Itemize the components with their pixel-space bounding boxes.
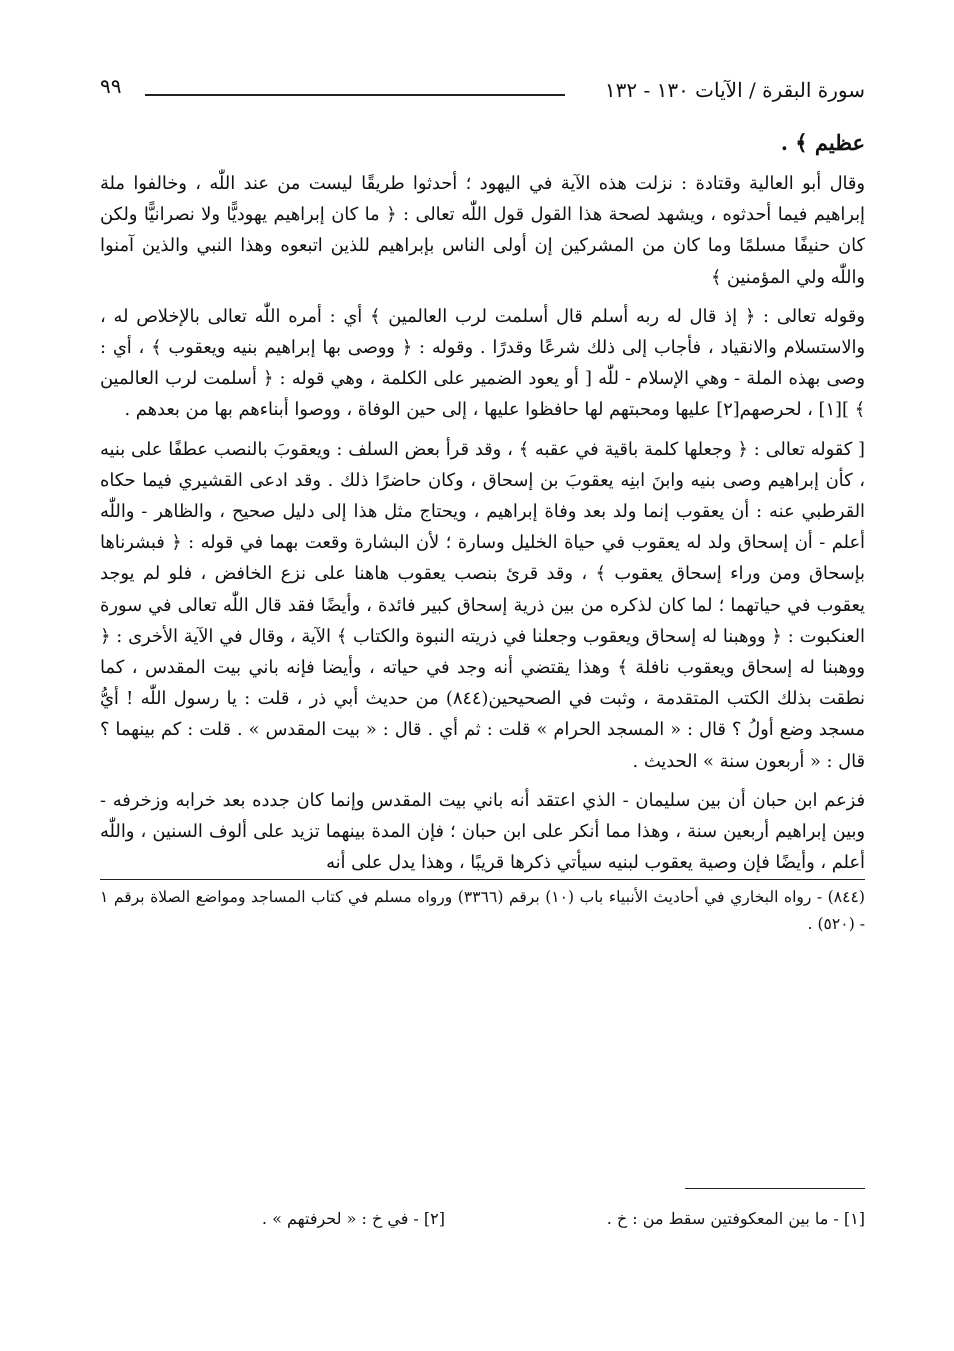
running-title: سورة البقرة / الآيات ١٣٠ - ١٣٢ [604, 78, 865, 102]
editor-notes-divider [685, 1188, 865, 1189]
page-number: ٩٩ [100, 74, 122, 98]
paragraph: فزعم ابن حبان أن بين سليمان - الذي اعتقد أنه باني بيت المقدس وإنما كان جدده بعد خرابه وزخرفه - وبين إبراهيم أربعين سنة ، وهذا مما أنكر على ابن حبان ؛ فإن المدة بينهما تزيد على ألوف السنين ، واللّٰه أعلم ، وأيضًا فإن وصية يعقوب لبنيه سيأتي ذكرها قريبًا ، وهذا يدل على أنه [100, 789, 865, 874]
page-header [100, 70, 865, 106]
page [100, 70, 865, 1228]
paragraph: وقال أبو العالية وقتادة : نزلت هذه الآية في اليهود ؛ أحدثوا طريقًا ليست من عند اللّٰه ، وخالفوا ملة إبراهيم فيما أحدثوه ، ويشهد لصحة هذا القول قول اللّٰه تعالى : ﴿ ما كان إبراهيم يهوديًّا ولا نصرانيًّا ولكن كان حنيفًا مسلمًا وما كان من المشركين إن أولى الناس بإبراهيم للذين اتبعوه وهذا النبي والذين آمنوا واللّٰه ولي المؤمنين ﴾ [100, 173, 865, 288]
footnote: (٨٤٤) - رواه البخاري في أحاديث الأنبياء باب (١٠) برقم (٣٣٦٦) ورواه مسلم في كتاب المساجد ومواضع الصلاة برقم ١ - (٥٢٠) . [100, 888, 865, 934]
paragraph: [ كقوله تعالى : ﴿ وجعلها كلمة باقية في عقبه ﴾ ، وقد قرأ بعض السلف : ويعقوبَ بالنصب عطفًا على بنيه ، كأن إبراهيم وصى بنيه وابنَ ابنِه يعقوبَ بن إسحاق ، وكان حاضرًا ذلك . وقد ادعى القشيري فيما حكاه القرطبي عنه : أن يعقوب إنما ولد بعد وفاة إبراهيم ، ويحتاج مثل هذا إلى دليل صحيح ، والظاهر - واللّٰه أعلم - أن إسحاق ولد له يعقوب في حياة الخليل وسارة ؛ لأن البشارة وقعت بهما في قوله : ﴿ فبشرناها بإسحاق ومن وراء إسحاق يعقوب ﴾ ، وقد قرئ بنصب يعقوب هاهنا على نزع الخافض ، فلو لم يوجد يعقوب في حياتهما ؛ لما كان لذكره من بين ذرية إسحاق كبير فائدة ، وأيضًا فقد قال اللّٰه تعالى في سورة العنكبوت : ﴿ ووهبنا له إسحاق ويعقوب وجعلنا في ذريته النبوة والكتاب ﴾ الآية ، وقال في الآية الأخرى : ﴿ ووهبنا له إسحاق ويعقوب نافلة ﴾ وهذا يقتضي أنه وجد في حياته ، وأيضا فإنه باني بيت المقدس ، كما نطقت بذلك الكتب المتقدمة ، وثبت في الصحيحين(٨٤٤) من حديث أبي ذر ، قلت : يا رسول اللّٰه ! أيُّ مسجد وضع أولُ ؟ قال : « المسجد الحرام » قلت : ثم أي . قال : « بيت المقدس » . قلت : كم بينهما ؟ قال : « أربعون سنة » الحديث . [100, 438, 865, 772]
paragraph: وقوله تعالى : ﴿ إذ قال له ربه أسلم قال أسلمت لرب العالمين ﴾ أي : أمره اللّٰه تعالى بالإخلاص له ، والاستسلام والانقياد ، فأجاب إلى ذلك شرعًا وقدرًا . وقوله : ﴿ ووصى بها إبراهيم بنيه ويعقوب ﴾ ، أي : وصى بهذه الملة - وهي الإسلام - للّٰه [ أو يعود الضمير على الكلمة ، وهي قوله : ﴿ أسلمت لرب العالمين ﴾ ][١] ، لحرصهم[٢] عليها ومحبتهم لها حافظوا عليها ، إلى حين الوفاة ، ووصوا أبناءهم بها من بعدهم . [100, 305, 865, 421]
footnote-divider [100, 879, 865, 880]
editor-note: [١] - ما بين المعكوفتين سقط من : خ . [606, 1209, 865, 1228]
verse-ending: عظيم ﴾ . [780, 130, 865, 155]
header-rule [145, 94, 565, 96]
editor-note: [٢] - في خ : « لحرفتهم » . [261, 1209, 445, 1228]
